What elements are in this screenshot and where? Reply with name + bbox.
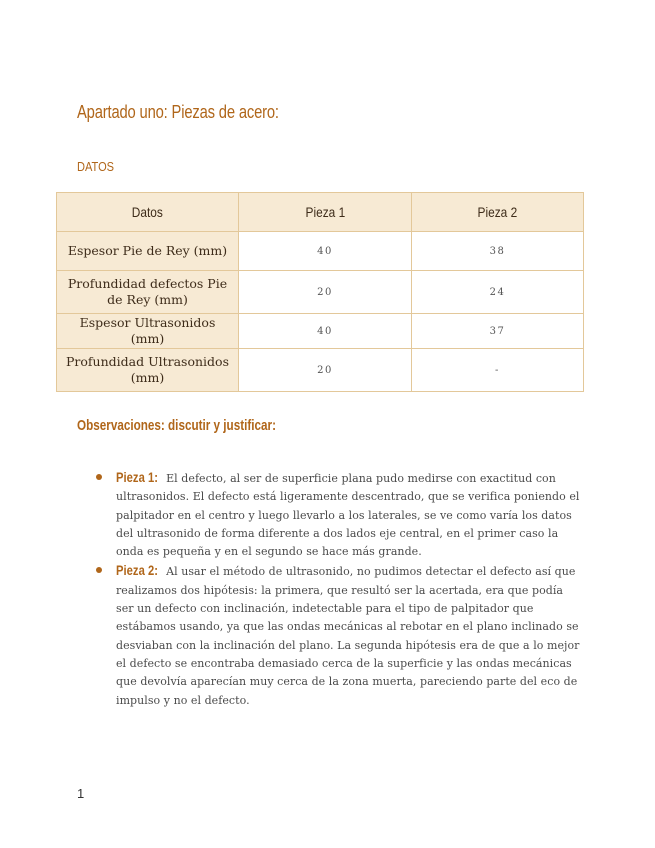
table-row [57,232,584,271]
pieza-1-value: 20 [239,271,412,314]
row-label: Espesor Ultrasonidos (mm) [57,314,239,349]
pieza-2-value: - [412,349,584,392]
item-text: Al usar el método de ultrasonido, no pudimos detectar el defecto así que realizamos dos hipótesis: la primera, que resultó ser la acertada, era que podía ser un defecto con inclinación, indetectable para el tipo de palpitador que estábamos usando, ya que las ondas mecánicas al rebotar en el plano inclinado se desviaban con la inclinación del plano. La segunda hipótesis era de que a lo mejor el defecto se encontraba demasiado cerca de la superficie y las ondas mecánicas que devolvía aparecían muy cerca de la zona muerta, pareciendo parte del eco de impulso y no el defecto. [116,565,580,707]
pieza-2-value: 37 [412,314,584,349]
row-label: Profundidad Ultrasonidos (mm) [57,349,239,392]
pieza-1-value: 40 [239,314,412,349]
item-heading: Pieza 2: [116,562,159,579]
page-number: 1 [77,786,85,801]
item-heading: Pieza 1: [116,469,159,485]
observations-title: Observaciones: discutir y justificar: [77,417,276,434]
table-row [57,271,584,314]
row-label: Profundidad defectos Pie de Rey (mm) [57,271,239,314]
row-label: Espesor Pie de Rey (mm) [57,232,239,271]
section-title: Apartado uno: Piezas de acero: [77,102,279,122]
list-item [96,561,580,709]
pieza-2-value: 38 [412,232,584,271]
observations-list [96,468,580,710]
pieza-1-value: 20 [239,349,412,392]
header-datos: Datos [57,193,239,232]
header-pieza-2: Pieza 2 [412,193,584,232]
table-row [57,349,584,392]
pieza-1-value: 40 [239,232,412,271]
pieza-2-value: 24 [412,271,584,314]
table-header-row [57,193,584,232]
table-row [57,314,584,349]
bullet-icon [96,474,102,480]
item-text: El defecto, al ser de superficie plana pudo medirse con exactitud con ultrasonidos. El defecto está ligeramente descentrado, que se verifica poniendo el palpitador en el centro y luego llevarlo a los laterales, se ve como varía los datos del ultrasonido de forma diferente a dos lados eje central, en el primer caso la onda es pequeña y en el segundo se hace más grande. [116,472,580,559]
bullet-icon [96,567,102,573]
data-subtitle: DATOS [77,159,115,174]
data-table [56,192,584,392]
list-item [96,468,580,561]
header-pieza-1: Pieza 1 [239,193,412,232]
